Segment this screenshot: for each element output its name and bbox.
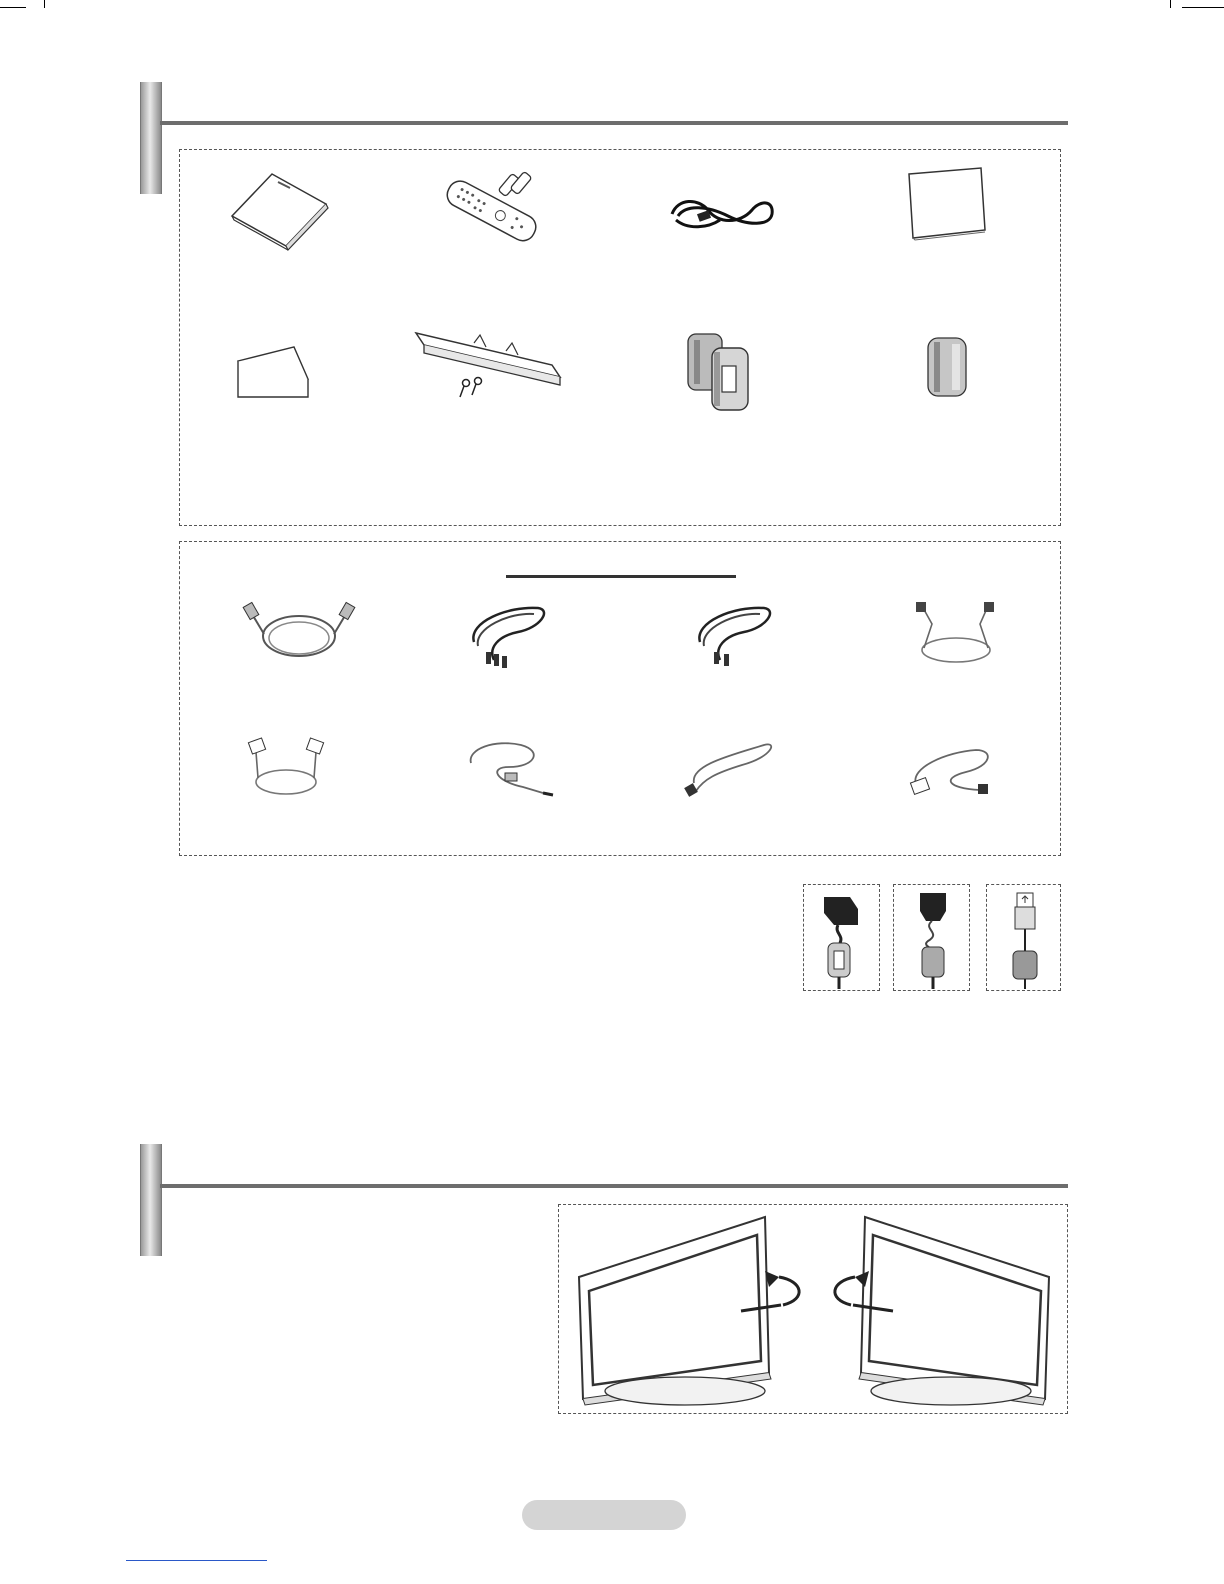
crop-mark-top-right-v (1170, 0, 1171, 8)
hdmi-cable-icon (682, 735, 778, 797)
scart-cable-icon (248, 738, 324, 798)
separately-sold-box (179, 541, 1061, 856)
s-video-cable-icon (912, 600, 998, 668)
power-cord-icon (668, 190, 778, 232)
cleaning-cloth-icon (905, 166, 987, 242)
tv-swivel-left-icon (575, 1215, 815, 1405)
section-title-bar-swivel (140, 1144, 162, 1256)
section-rule-swivel (160, 1184, 1068, 1188)
footer-link[interactable] (126, 1560, 267, 1561)
section-rule-accessories (160, 121, 1068, 125)
ferrite-core-icon (926, 334, 968, 400)
pc-cable-icon (906, 740, 994, 796)
ferrite-cores-pair-icon (684, 328, 756, 414)
cable-ferrite-icon (906, 889, 960, 989)
crop-mark-top-left-v (44, 0, 45, 8)
tv-swivel-right-icon (821, 1215, 1061, 1405)
page-number-pill (522, 1500, 686, 1530)
antenna-cable-icon (244, 600, 354, 662)
section-title-bar-accessories (140, 82, 162, 194)
separately-sold-heading-underline (506, 575, 736, 578)
stand-cover-screws-icon (414, 325, 564, 403)
crop-mark-top-right (1182, 7, 1224, 8)
remote-control-batteries-icon (442, 164, 542, 256)
audio-cable-icon (694, 602, 774, 668)
component-cable-icon (468, 602, 548, 668)
crop-mark-top-left (0, 7, 26, 8)
owners-manual-icon (228, 170, 328, 250)
warranty-card-icon (236, 345, 312, 399)
usb-ferrite-icon (1003, 891, 1047, 989)
power-plug-ferrite-icon (814, 891, 870, 989)
ferrite-example-power-box (803, 884, 880, 991)
swivel-illustration-box (558, 1204, 1068, 1414)
supplied-accessories-box (179, 149, 1061, 526)
pc-audio-cable-icon (465, 737, 555, 797)
ferrite-example-usb-box (986, 884, 1061, 991)
ferrite-example-cable-box (893, 884, 970, 991)
